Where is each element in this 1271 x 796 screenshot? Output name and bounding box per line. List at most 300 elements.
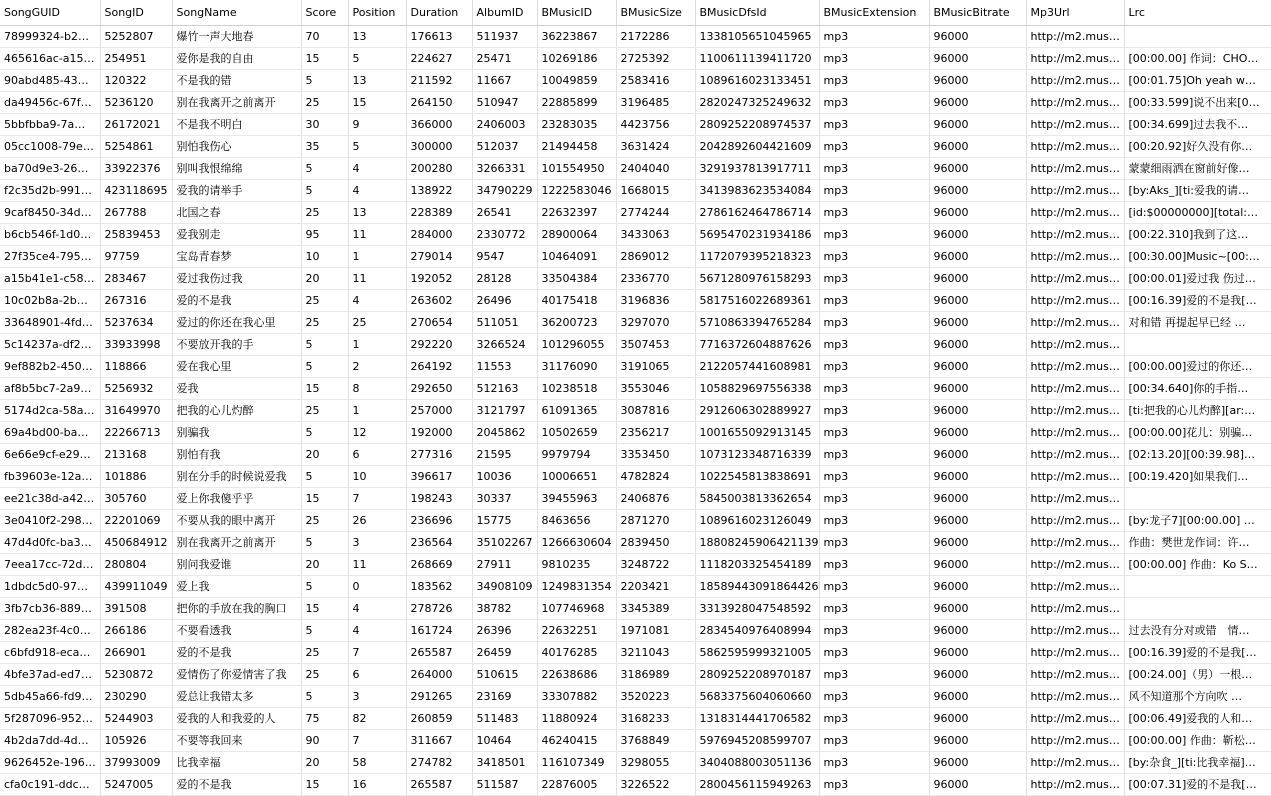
table-row[interactable] — [0, 333, 1271, 355]
cell-albumid[interactable]: 3418501 — [472, 751, 537, 773]
table-row[interactable] — [0, 487, 1271, 509]
cell-songname[interactable]: 爆竹一声大地春 — [172, 25, 301, 47]
cell-lrc[interactable]: 蒙蒙细雨洒在窗前好像… — [1124, 157, 1271, 179]
cell-albumid[interactable]: 10464 — [472, 729, 537, 751]
cell-songid[interactable]: 101886 — [100, 465, 172, 487]
cell-bmusicdfsid[interactable]: 2042892604421609 — [695, 135, 819, 157]
cell-mp3url[interactable]: http://m2.mus… — [1026, 333, 1124, 355]
cell-mp3url[interactable]: http://m2.mus… — [1026, 289, 1124, 311]
cell-bmusicsize[interactable]: 2869012 — [616, 245, 695, 267]
table-row[interactable] — [0, 619, 1271, 641]
cell-albumid[interactable]: 3121797 — [472, 399, 537, 421]
cell-bmusicdfsid[interactable]: 5683375604060660 — [695, 685, 819, 707]
cell-bmusicextension[interactable]: mp3 — [819, 69, 929, 91]
cell-duration[interactable]: 192000 — [406, 421, 472, 443]
cell-position[interactable]: 4 — [348, 597, 406, 619]
cell-bmusicextension[interactable]: mp3 — [819, 509, 929, 531]
cell-bmusicsize[interactable]: 3087816 — [616, 399, 695, 421]
cell-score[interactable]: 70 — [301, 25, 348, 47]
cell-bmusicid[interactable]: 36200723 — [537, 311, 616, 333]
cell-lrc[interactable]: [00:06.49]爱我的人和… — [1124, 707, 1271, 729]
cell-duration[interactable]: 292650 — [406, 377, 472, 399]
cell-bmusicextension[interactable]: mp3 — [819, 201, 929, 223]
cell-songguid[interactable]: da49456c-67f… — [0, 91, 100, 113]
cell-bmusicid[interactable]: 9979794 — [537, 443, 616, 465]
cell-bmusicid[interactable]: 22632251 — [537, 619, 616, 641]
cell-position[interactable]: 11 — [348, 267, 406, 289]
cell-mp3url[interactable]: http://m2.mus… — [1026, 157, 1124, 179]
cell-bmusicextension[interactable]: mp3 — [819, 157, 929, 179]
cell-bmusicid[interactable]: 61091365 — [537, 399, 616, 421]
cell-mp3url[interactable]: http://m2.mus… — [1026, 487, 1124, 509]
table-row[interactable] — [0, 575, 1271, 597]
cell-mp3url[interactable]: http://m2.mus… — [1026, 91, 1124, 113]
cell-bmusicbitrate[interactable]: 96000 — [929, 333, 1026, 355]
cell-albumid[interactable]: 11553 — [472, 355, 537, 377]
cell-score[interactable]: 25 — [301, 641, 348, 663]
cell-songid[interactable]: 5252807 — [100, 25, 172, 47]
cell-bmusicbitrate[interactable]: 96000 — [929, 641, 1026, 663]
cell-songid[interactable]: 423118695 — [100, 179, 172, 201]
cell-bmusicid[interactable]: 107746968 — [537, 597, 616, 619]
cell-bmusicid[interactable]: 22876005 — [537, 773, 616, 795]
table-row[interactable] — [0, 157, 1271, 179]
cell-songname[interactable]: 不是我的错 — [172, 69, 301, 91]
cell-mp3url[interactable]: http://m2.mus… — [1026, 553, 1124, 575]
cell-bmusicsize[interactable]: 4782824 — [616, 465, 695, 487]
cell-bmusicid[interactable]: 10269186 — [537, 47, 616, 69]
cell-lrc[interactable]: [00:00.00] 作词：CHO… — [1124, 47, 1271, 69]
cell-lrc[interactable]: 作曲：樊世龙作词：许… — [1124, 531, 1271, 553]
cell-albumid[interactable]: 511937 — [472, 25, 537, 47]
cell-duration[interactable]: 211592 — [406, 69, 472, 91]
cell-songid[interactable]: 5230872 — [100, 663, 172, 685]
cell-songname[interactable]: 爱总让我错太多 — [172, 685, 301, 707]
column-header-bmusicsize[interactable]: BMusicSize — [616, 0, 695, 25]
cell-bmusicextension[interactable]: mp3 — [819, 135, 929, 157]
cell-position[interactable]: 1 — [348, 245, 406, 267]
cell-albumid[interactable]: 510947 — [472, 91, 537, 113]
cell-bmusicsize[interactable]: 2725392 — [616, 47, 695, 69]
cell-songguid[interactable]: 90abd485-43… — [0, 69, 100, 91]
cell-songguid[interactable]: af8b5bc7-2a9… — [0, 377, 100, 399]
cell-score[interactable]: 25 — [301, 311, 348, 333]
cell-songname[interactable]: 别在我离开之前离开 — [172, 91, 301, 113]
cell-position[interactable]: 26 — [348, 509, 406, 531]
cell-bmusicsize[interactable]: 2406876 — [616, 487, 695, 509]
cell-duration[interactable]: 200280 — [406, 157, 472, 179]
cell-score[interactable]: 5 — [301, 69, 348, 91]
cell-bmusicid[interactable]: 1222583046 — [537, 179, 616, 201]
cell-duration[interactable]: 265587 — [406, 641, 472, 663]
cell-position[interactable]: 4 — [348, 157, 406, 179]
cell-songguid[interactable]: 9ef882b2-450… — [0, 355, 100, 377]
cell-bmusicid[interactable]: 22632397 — [537, 201, 616, 223]
cell-bmusicsize[interactable]: 2871270 — [616, 509, 695, 531]
cell-bmusicsize[interactable]: 3298055 — [616, 751, 695, 773]
cell-bmusicsize[interactable]: 2172286 — [616, 25, 695, 47]
cell-bmusicsize[interactable]: 2404040 — [616, 157, 695, 179]
cell-score[interactable]: 25 — [301, 399, 348, 421]
cell-position[interactable]: 7 — [348, 641, 406, 663]
cell-score[interactable]: 20 — [301, 267, 348, 289]
cell-songguid[interactable]: 69a4bd00-ba… — [0, 421, 100, 443]
cell-albumid[interactable]: 3266524 — [472, 333, 537, 355]
cell-songguid[interactable]: ee21c38d-a42… — [0, 487, 100, 509]
cell-songid[interactable]: 25839453 — [100, 223, 172, 245]
cell-lrc[interactable]: [00:22.310]我到了这… — [1124, 223, 1271, 245]
cell-mp3url[interactable]: http://m2.mus… — [1026, 179, 1124, 201]
cell-duration[interactable]: 274782 — [406, 751, 472, 773]
cell-bmusicdfsid[interactable]: 2122057441608981 — [695, 355, 819, 377]
cell-mp3url[interactable]: http://m2.mus… — [1026, 597, 1124, 619]
cell-songname[interactable]: 不要从我的眼中离开 — [172, 509, 301, 531]
cell-bmusicsize[interactable]: 3553046 — [616, 377, 695, 399]
cell-position[interactable]: 3 — [348, 685, 406, 707]
cell-mp3url[interactable]: http://m2.mus… — [1026, 465, 1124, 487]
cell-songname[interactable]: 爱过我伤过我 — [172, 267, 301, 289]
cell-bmusicdfsid[interactable]: 5817516022689361 — [695, 289, 819, 311]
cell-mp3url[interactable]: http://m2.mus… — [1026, 443, 1124, 465]
cell-position[interactable]: 11 — [348, 553, 406, 575]
cell-bmusicextension[interactable]: mp3 — [819, 91, 929, 113]
cell-songname[interactable]: 别骗我 — [172, 421, 301, 443]
cell-lrc[interactable]: 对和错 再提起早已经 … — [1124, 311, 1271, 333]
cell-songid[interactable]: 97759 — [100, 245, 172, 267]
cell-albumid[interactable]: 34790229 — [472, 179, 537, 201]
cell-bmusicdfsid[interactable]: 1100611139411720 — [695, 47, 819, 69]
table-row[interactable] — [0, 597, 1271, 619]
cell-bmusicdfsid[interactable]: 2786162464786714 — [695, 201, 819, 223]
cell-bmusicextension[interactable]: mp3 — [819, 465, 929, 487]
cell-bmusicbitrate[interactable]: 96000 — [929, 245, 1026, 267]
cell-bmusicextension[interactable]: mp3 — [819, 619, 929, 641]
cell-score[interactable]: 25 — [301, 91, 348, 113]
cell-lrc[interactable]: [00:33.599]说不出来[0… — [1124, 91, 1271, 113]
cell-lrc[interactable]: 风不知道那个方向吹 … — [1124, 685, 1271, 707]
cell-songid[interactable]: 280804 — [100, 553, 172, 575]
cell-duration[interactable]: 311667 — [406, 729, 472, 751]
cell-bmusicid[interactable]: 116107349 — [537, 751, 616, 773]
cell-position[interactable]: 12 — [348, 421, 406, 443]
cell-mp3url[interactable]: http://m2.mus… — [1026, 201, 1124, 223]
table-row[interactable] — [0, 69, 1271, 91]
cell-bmusicextension[interactable]: mp3 — [819, 355, 929, 377]
cell-albumid[interactable]: 2330772 — [472, 223, 537, 245]
cell-albumid[interactable]: 25471 — [472, 47, 537, 69]
cell-bmusicsize[interactable]: 1668015 — [616, 179, 695, 201]
cell-bmusicextension[interactable]: mp3 — [819, 223, 929, 245]
cell-duration[interactable]: 284000 — [406, 223, 472, 245]
cell-mp3url[interactable]: http://m2.mus… — [1026, 773, 1124, 795]
cell-songguid[interactable]: cfa0c191-ddc… — [0, 773, 100, 795]
cell-lrc[interactable] — [1124, 25, 1271, 47]
cell-albumid[interactable]: 34908109 — [472, 575, 537, 597]
cell-bmusicid[interactable]: 9810235 — [537, 553, 616, 575]
cell-bmusicbitrate[interactable]: 96000 — [929, 69, 1026, 91]
cell-bmusicid[interactable]: 33307882 — [537, 685, 616, 707]
cell-position[interactable]: 58 — [348, 751, 406, 773]
cell-bmusicid[interactable]: 8463656 — [537, 509, 616, 531]
cell-duration[interactable]: 228389 — [406, 201, 472, 223]
cell-duration[interactable]: 192052 — [406, 267, 472, 289]
cell-songname[interactable]: 别问我爱谁 — [172, 553, 301, 575]
cell-songid[interactable]: 105926 — [100, 729, 172, 751]
cell-bmusicbitrate[interactable]: 96000 — [929, 201, 1026, 223]
cell-score[interactable]: 5 — [301, 157, 348, 179]
cell-bmusicbitrate[interactable]: 96000 — [929, 663, 1026, 685]
cell-albumid[interactable]: 38782 — [472, 597, 537, 619]
cell-songguid[interactable]: 9626452e-196… — [0, 751, 100, 773]
cell-bmusicdfsid[interactable]: 1073123348716339 — [695, 443, 819, 465]
cell-lrc[interactable]: [00:20.92]好久没有你… — [1124, 135, 1271, 157]
cell-songguid[interactable]: 5c14237a-df2… — [0, 333, 100, 355]
column-header-albumid[interactable]: AlbumID — [472, 0, 537, 25]
cell-bmusicextension[interactable]: mp3 — [819, 25, 929, 47]
cell-position[interactable]: 3 — [348, 531, 406, 553]
cell-bmusicbitrate[interactable]: 96000 — [929, 311, 1026, 333]
cell-bmusicid[interactable]: 1249831354 — [537, 575, 616, 597]
cell-duration[interactable]: 183562 — [406, 575, 472, 597]
cell-songid[interactable]: 120322 — [100, 69, 172, 91]
table-row[interactable] — [0, 223, 1271, 245]
cell-albumid[interactable]: 26396 — [472, 619, 537, 641]
cell-bmusicsize[interactable]: 2583416 — [616, 69, 695, 91]
cell-score[interactable]: 25 — [301, 663, 348, 685]
cell-position[interactable]: 9 — [348, 113, 406, 135]
cell-songguid[interactable]: 7eea17cc-72d… — [0, 553, 100, 575]
cell-duration[interactable]: 292220 — [406, 333, 472, 355]
cell-bmusicextension[interactable]: mp3 — [819, 421, 929, 443]
cell-mp3url[interactable]: http://m2.mus… — [1026, 707, 1124, 729]
cell-duration[interactable]: 198243 — [406, 487, 472, 509]
cell-lrc[interactable] — [1124, 575, 1271, 597]
cell-songguid[interactable]: 78999324-b2… — [0, 25, 100, 47]
table-row[interactable] — [0, 751, 1271, 773]
cell-songid[interactable]: 5244903 — [100, 707, 172, 729]
cell-lrc[interactable]: [00:30.00]Music~[00:… — [1124, 245, 1271, 267]
cell-songid[interactable]: 283467 — [100, 267, 172, 289]
cell-bmusicsize[interactable]: 2203421 — [616, 575, 695, 597]
cell-bmusicbitrate[interactable]: 96000 — [929, 179, 1026, 201]
cell-duration[interactable]: 263602 — [406, 289, 472, 311]
cell-position[interactable]: 10 — [348, 465, 406, 487]
cell-bmusicextension[interactable]: mp3 — [819, 487, 929, 509]
cell-songguid[interactable]: 3e0410f2-298… — [0, 509, 100, 531]
cell-position[interactable]: 7 — [348, 729, 406, 751]
cell-songguid[interactable]: 5bbfbba9-7a… — [0, 113, 100, 135]
cell-mp3url[interactable]: http://m2.mus… — [1026, 245, 1124, 267]
cell-position[interactable]: 8 — [348, 377, 406, 399]
cell-bmusicextension[interactable]: mp3 — [819, 773, 929, 795]
cell-bmusicdfsid[interactable]: 2809252208970187 — [695, 663, 819, 685]
cell-bmusicbitrate[interactable]: 96000 — [929, 25, 1026, 47]
cell-songguid[interactable]: ba70d9e3-26… — [0, 157, 100, 179]
cell-bmusicid[interactable]: 40176285 — [537, 641, 616, 663]
cell-bmusicdfsid[interactable]: 5695470231934186 — [695, 223, 819, 245]
cell-score[interactable]: 5 — [301, 179, 348, 201]
cell-lrc[interactable]: [id:$00000000][total:… — [1124, 201, 1271, 223]
cell-albumid[interactable]: 28128 — [472, 267, 537, 289]
cell-lrc[interactable]: [00:00.00] 作曲：Ko S… — [1124, 553, 1271, 575]
table-row[interactable] — [0, 685, 1271, 707]
cell-duration[interactable]: 161724 — [406, 619, 472, 641]
cell-bmusicid[interactable]: 39455963 — [537, 487, 616, 509]
cell-bmusicid[interactable]: 1266630604 — [537, 531, 616, 553]
cell-songguid[interactable]: 1dbdc5d0-97… — [0, 575, 100, 597]
cell-lrc[interactable]: [00:24.00]（男）一根… — [1124, 663, 1271, 685]
cell-duration[interactable]: 264192 — [406, 355, 472, 377]
cell-bmusicbitrate[interactable]: 96000 — [929, 553, 1026, 575]
cell-mp3url[interactable]: http://m2.mus… — [1026, 531, 1124, 553]
cell-lrc[interactable]: [00:07.31]爱的不是我[… — [1124, 773, 1271, 795]
cell-score[interactable]: 20 — [301, 553, 348, 575]
cell-songname[interactable]: 爱的不是我 — [172, 773, 301, 795]
cell-bmusicdfsid[interactable]: 5976945208599707 — [695, 729, 819, 751]
cell-bmusicbitrate[interactable]: 96000 — [929, 619, 1026, 641]
cell-bmusicdfsid[interactable]: 3313928047548592 — [695, 597, 819, 619]
table-row[interactable] — [0, 113, 1271, 135]
cell-albumid[interactable]: 512037 — [472, 135, 537, 157]
cell-songid[interactable]: 230290 — [100, 685, 172, 707]
cell-bmusicdfsid[interactable]: 5710863394765284 — [695, 311, 819, 333]
cell-bmusicid[interactable]: 10502659 — [537, 421, 616, 443]
cell-lrc[interactable] — [1124, 597, 1271, 619]
table-row[interactable] — [0, 531, 1271, 553]
cell-bmusicid[interactable]: 23283035 — [537, 113, 616, 135]
cell-songid[interactable]: 450684912 — [100, 531, 172, 553]
cell-bmusicextension[interactable]: mp3 — [819, 113, 929, 135]
cell-bmusicid[interactable]: 22638686 — [537, 663, 616, 685]
table-row[interactable] — [0, 179, 1271, 201]
cell-songguid[interactable]: 05cc1008-79e… — [0, 135, 100, 157]
cell-bmusicbitrate[interactable]: 96000 — [929, 267, 1026, 289]
cell-bmusicsize[interactable]: 3196836 — [616, 289, 695, 311]
cell-songguid[interactable]: 4b2da7dd-4d… — [0, 729, 100, 751]
cell-score[interactable]: 5 — [301, 421, 348, 443]
cell-bmusicbitrate[interactable]: 96000 — [929, 421, 1026, 443]
cell-lrc[interactable]: 过去没有分对或错 情… — [1124, 619, 1271, 641]
cell-duration[interactable]: 265587 — [406, 773, 472, 795]
cell-bmusicsize[interactable]: 1971081 — [616, 619, 695, 641]
table-row[interactable] — [0, 245, 1271, 267]
cell-duration[interactable]: 176613 — [406, 25, 472, 47]
cell-songname[interactable]: 不要等我回来 — [172, 729, 301, 751]
cell-songname[interactable]: 把你的手放在我的胸口 — [172, 597, 301, 619]
cell-bmusicsize[interactable]: 3168233 — [616, 707, 695, 729]
cell-bmusicdfsid[interactable]: 3413983623534084 — [695, 179, 819, 201]
cell-score[interactable]: 5 — [301, 333, 348, 355]
cell-bmusicbitrate[interactable]: 96000 — [929, 289, 1026, 311]
cell-bmusicid[interactable]: 10238518 — [537, 377, 616, 399]
cell-bmusicextension[interactable]: mp3 — [819, 267, 929, 289]
cell-mp3url[interactable]: http://m2.mus… — [1026, 663, 1124, 685]
column-header-songid[interactable]: SongID — [100, 0, 172, 25]
cell-score[interactable]: 75 — [301, 707, 348, 729]
cell-albumid[interactable]: 3266331 — [472, 157, 537, 179]
cell-lrc[interactable]: [00:00.00]爱过的你还… — [1124, 355, 1271, 377]
cell-mp3url[interactable]: http://m2.mus… — [1026, 267, 1124, 289]
cell-bmusicid[interactable]: 31176090 — [537, 355, 616, 377]
table-row[interactable] — [0, 641, 1271, 663]
cell-bmusicextension[interactable]: mp3 — [819, 311, 929, 333]
cell-songname[interactable]: 北国之春 — [172, 201, 301, 223]
column-header-lrc[interactable]: Lrc — [1124, 0, 1271, 25]
cell-position[interactable]: 6 — [348, 443, 406, 465]
cell-songid[interactable]: 391508 — [100, 597, 172, 619]
cell-mp3url[interactable]: http://m2.mus… — [1026, 311, 1124, 333]
cell-position[interactable]: 5 — [348, 47, 406, 69]
cell-bmusicbitrate[interactable]: 96000 — [929, 355, 1026, 377]
cell-songguid[interactable]: 465616ac-a15… — [0, 47, 100, 69]
cell-albumid[interactable]: 511587 — [472, 773, 537, 795]
cell-score[interactable]: 25 — [301, 201, 348, 223]
cell-bmusicextension[interactable]: mp3 — [819, 641, 929, 663]
cell-position[interactable]: 5 — [348, 135, 406, 157]
cell-songname[interactable]: 爱我 — [172, 377, 301, 399]
cell-bmusicextension[interactable]: mp3 — [819, 47, 929, 69]
cell-bmusicextension[interactable]: mp3 — [819, 707, 929, 729]
cell-songid[interactable]: 118866 — [100, 355, 172, 377]
cell-songname[interactable]: 爱过的你还在我心里 — [172, 311, 301, 333]
cell-mp3url[interactable]: http://m2.mus… — [1026, 729, 1124, 751]
cell-songguid[interactable]: 33648901-4fd… — [0, 311, 100, 333]
cell-songguid[interactable]: 5db45a66-fd9… — [0, 685, 100, 707]
cell-albumid[interactable]: 512163 — [472, 377, 537, 399]
cell-duration[interactable]: 260859 — [406, 707, 472, 729]
cell-score[interactable]: 5 — [301, 685, 348, 707]
cell-mp3url[interactable]: http://m2.mus… — [1026, 685, 1124, 707]
cell-songname[interactable]: 别怕有我 — [172, 443, 301, 465]
cell-score[interactable]: 95 — [301, 223, 348, 245]
column-header-bmusicbitrate[interactable]: BMusicBitrate — [929, 0, 1026, 25]
cell-position[interactable]: 11 — [348, 223, 406, 245]
cell-bmusicdfsid[interactable]: 5845003813362654 — [695, 487, 819, 509]
cell-albumid[interactable]: 26459 — [472, 641, 537, 663]
cell-bmusicsize[interactable]: 3226522 — [616, 773, 695, 795]
cell-duration[interactable]: 277316 — [406, 443, 472, 465]
cell-bmusicdfsid[interactable]: 18808245906421139 — [695, 531, 819, 553]
cell-bmusicid[interactable]: 22885899 — [537, 91, 616, 113]
cell-songid[interactable]: 5247005 — [100, 773, 172, 795]
cell-bmusicsize[interactable]: 3248722 — [616, 553, 695, 575]
cell-bmusicbitrate[interactable]: 96000 — [929, 685, 1026, 707]
cell-score[interactable]: 20 — [301, 751, 348, 773]
cell-songname[interactable]: 不是我不明白 — [172, 113, 301, 135]
cell-songname[interactable]: 爱上你我傻乎乎 — [172, 487, 301, 509]
cell-bmusicextension[interactable]: mp3 — [819, 179, 929, 201]
cell-bmusicdfsid[interactable]: 1001655092913145 — [695, 421, 819, 443]
table-row[interactable] — [0, 91, 1271, 113]
cell-bmusicbitrate[interactable]: 96000 — [929, 377, 1026, 399]
cell-albumid[interactable]: 9547 — [472, 245, 537, 267]
cell-bmusicid[interactable]: 10006651 — [537, 465, 616, 487]
cell-bmusicsize[interactable]: 3297070 — [616, 311, 695, 333]
column-header-mp3url[interactable]: Mp3Url — [1026, 0, 1124, 25]
cell-position[interactable]: 1 — [348, 333, 406, 355]
cell-songname[interactable]: 爱上我 — [172, 575, 301, 597]
cell-score[interactable]: 25 — [301, 289, 348, 311]
cell-songname[interactable]: 别怕我伤心 — [172, 135, 301, 157]
cell-duration[interactable]: 268669 — [406, 553, 472, 575]
cell-mp3url[interactable]: http://m2.mus… — [1026, 377, 1124, 399]
table-row[interactable] — [0, 377, 1271, 399]
cell-bmusicsize[interactable]: 2774244 — [616, 201, 695, 223]
cell-mp3url[interactable]: http://m2.mus… — [1026, 135, 1124, 157]
cell-bmusicbitrate[interactable]: 96000 — [929, 509, 1026, 531]
cell-albumid[interactable]: 26541 — [472, 201, 537, 223]
cell-albumid[interactable]: 511051 — [472, 311, 537, 333]
